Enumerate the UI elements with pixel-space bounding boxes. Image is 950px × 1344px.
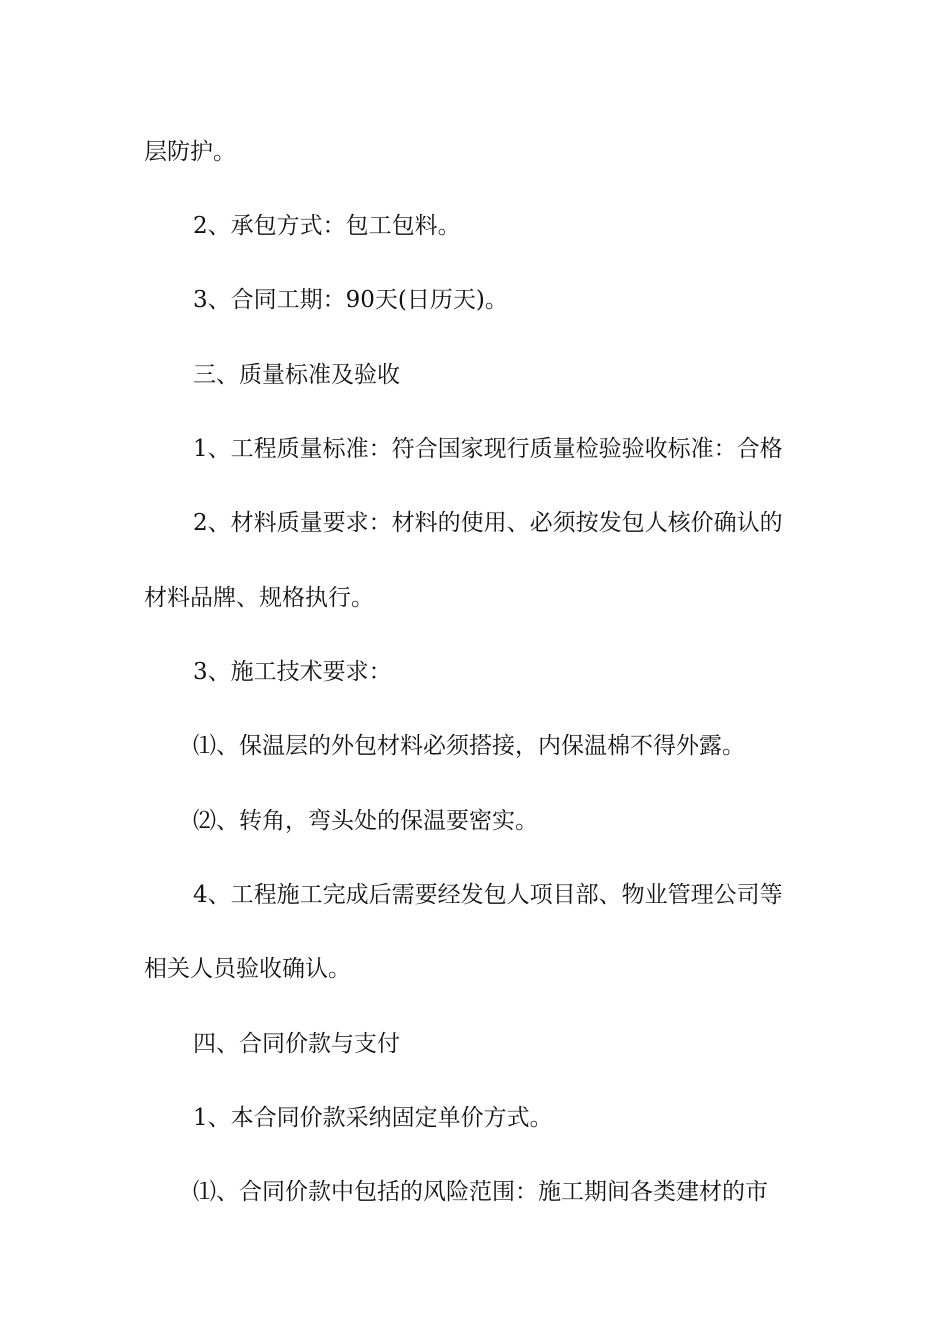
text-line-risk-scope: ⑴、合同价款中包括的风险范围：施工期间各类建材的市 [193,1179,768,1205]
text-line-contract-method: 2、承包方式：包工包料。 [193,213,461,239]
section-heading-price-payment: 四、合同价款与支付 [193,1031,400,1057]
text-line-technical-requirement: 3、施工技术要求： [193,659,392,685]
text-line-material-continuation: 材料品牌、规格执行。 [144,585,374,611]
text-line-material-requirement: 2、材料质量要求：材料的使用、必须按发包人核价确认的 [193,510,783,536]
text-line-contract-period: 3、合同工期：90天(日历天)。 [193,287,508,313]
text-line-insulation-wrap: ⑴、保温层的外包材料必须搭接，内保温棉不得外露。 [193,733,745,759]
section-heading-quality: 三、质量标准及验收 [193,362,400,388]
text-line-corner-insulation: ⑵、转角，弯头处的保温要密实。 [193,808,538,834]
text-line-acceptance-continuation: 相关人员验收确认。 [144,956,351,982]
text-line-quality-standard: 1、工程质量标准：符合国家现行质量检验验收标准：合格 [193,436,783,462]
text-line-continuation-protection: 层防护。 [144,139,236,165]
text-line-fixed-unit-price: 1、本合同价款采纳固定单价方式。 [193,1105,553,1131]
text-line-acceptance: 4、工程施工完成后需要经发包人项目部、物业管理公司等 [193,882,783,908]
